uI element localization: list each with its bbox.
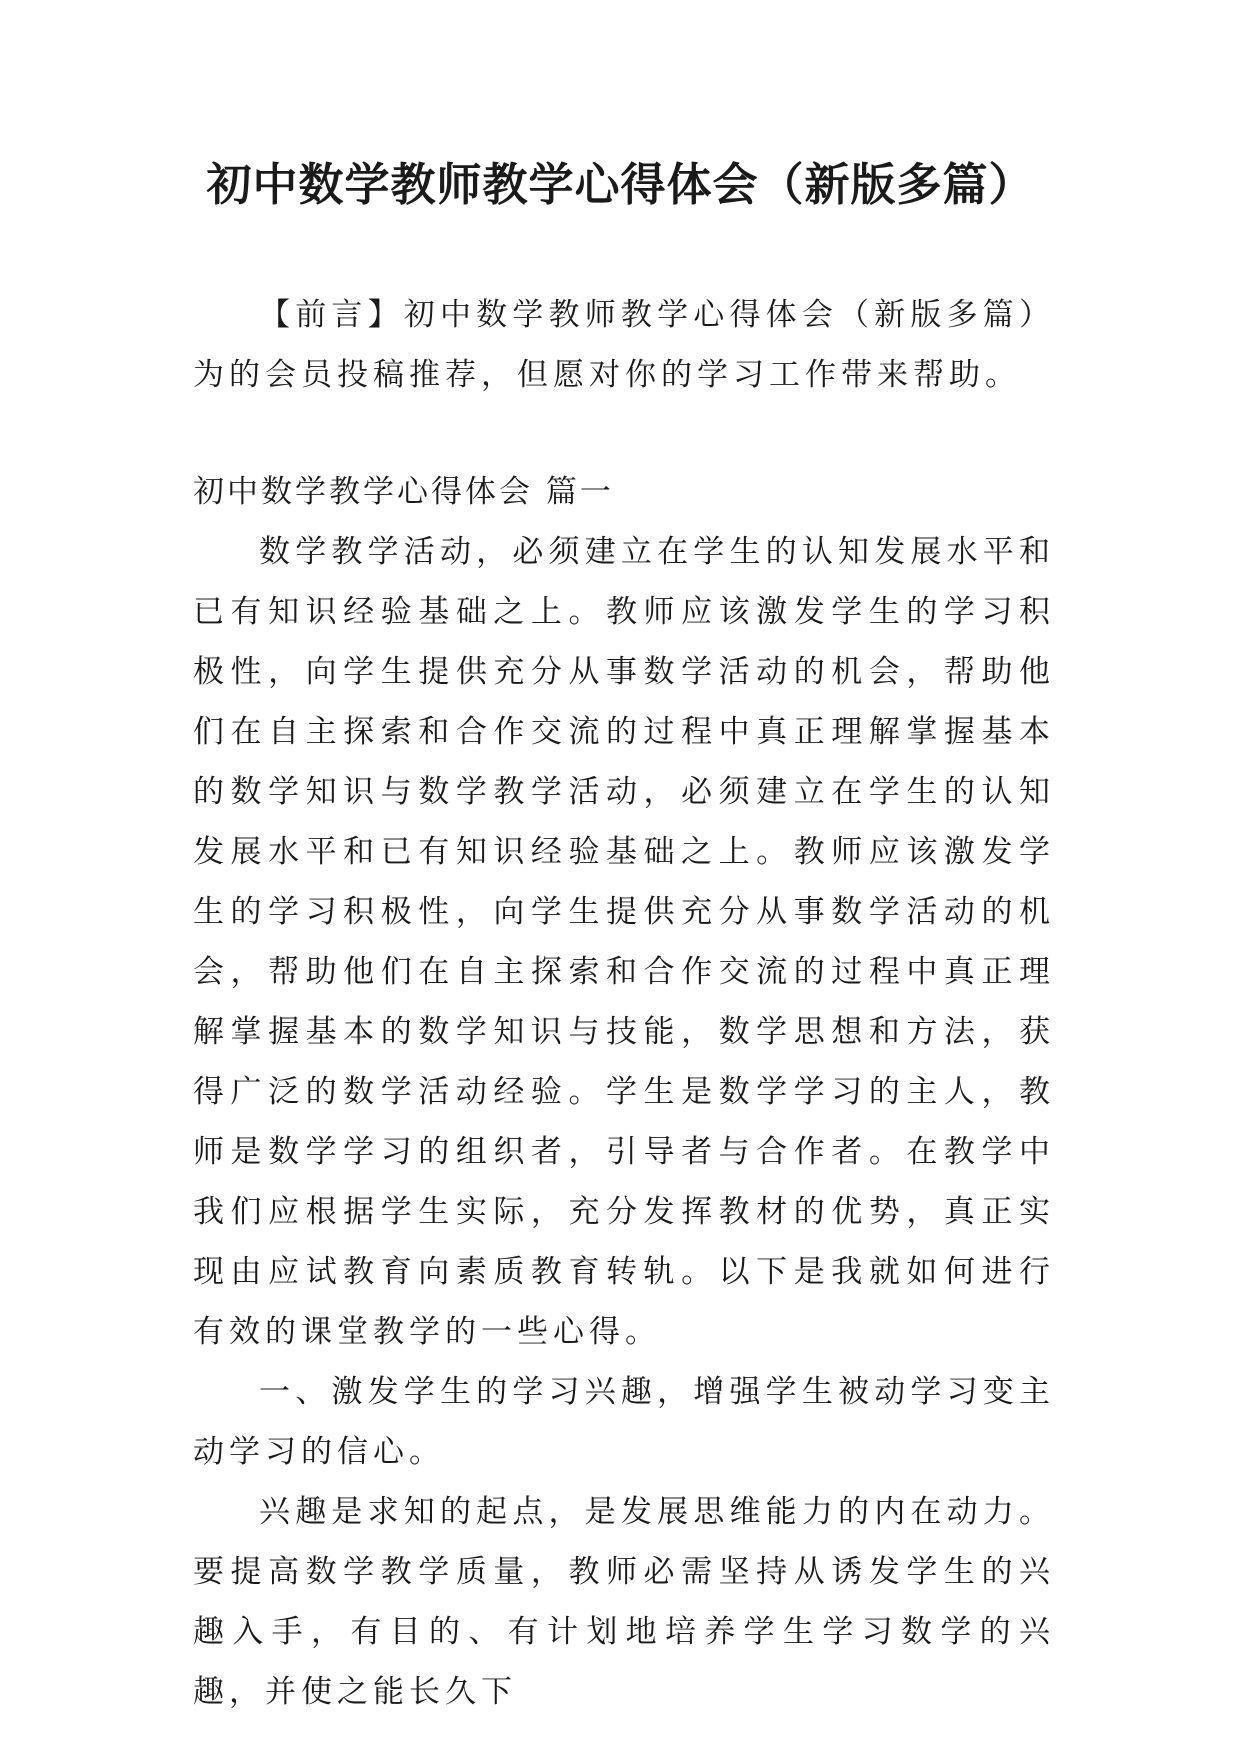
body-paragraph: 数学教学活动，必须建立在学生的认知发展水平和已有知识经验基础之上。教师应该激发学生的学习积极性，向学生提供充分从事数学活动的机会，帮助他们在自主探索和合作交流的过程中真正理解掌握基本的数学知识与数学教学活动，必须建立在学生的认知发展水平和已有知识经验基础之上。教师应该激发学生的学习积极性，向学生提供充分从事数学活动的机会，帮助他们在自主探索和合作交流的过程中真正理解掌握基本的数学知识与技能，数学思想和方法，获得广泛的数学活动经验。学生是数学学习的主人，教师是数学学习的组织者，引导者与合作者。在教学中我们应根据学生实际，充分发挥教材的优势，真正实现由应试教育向素质教育转轨。以下是我就如何进行有效的课堂教学的一些心得。: [193, 534, 1055, 1350]
document-body: [193, 285, 1055, 1722]
section-heading: 初中数学教学心得体会 篇一: [193, 474, 614, 510]
body-paragraph: 兴趣是求知的起点，是发展思维能力的内在动力。要提高数学教学质量，教师必需坚持从诱发学生的兴趣入手，有目的、有计划地培养学生学习数学的兴趣，并使之能长久下: [193, 1494, 1055, 1710]
document-title: 初中数学教师教学心得体会（新版多篇）: [206, 158, 1035, 211]
body-paragraph: 一、激发学生的学习兴趣，增强学生被动学习变主动学习的信心。: [193, 1374, 1055, 1470]
preface-paragraph: 【前言】初中数学教师教学心得体会（新版多篇）为的会员投稿推荐，但愿对你的学习工作带来帮助。: [193, 297, 1055, 393]
